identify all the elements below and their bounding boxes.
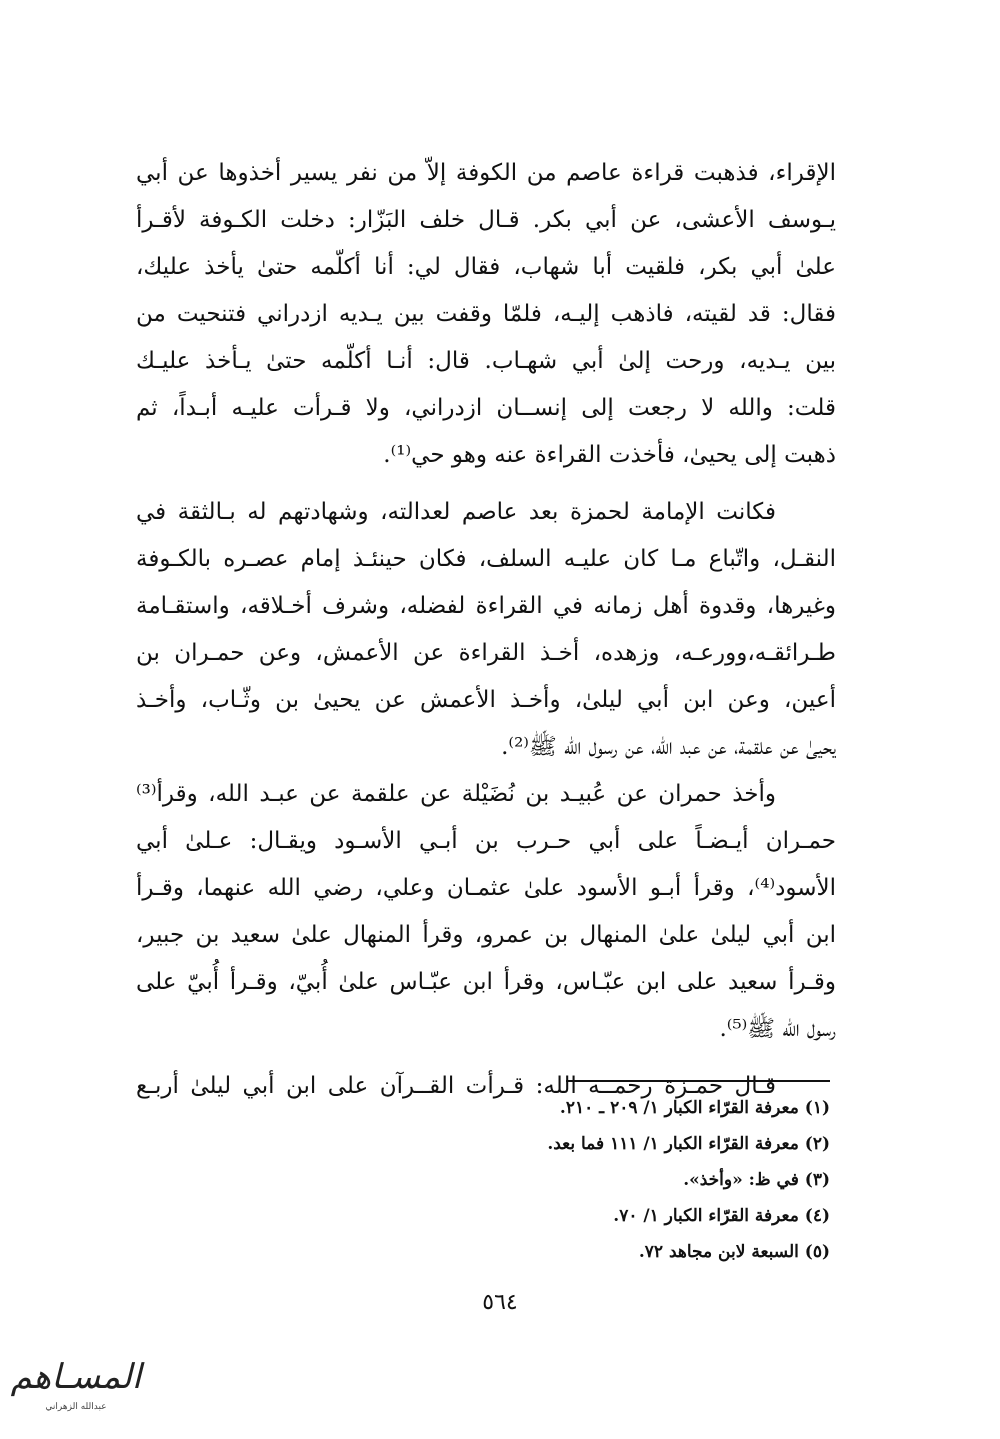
text-line: ابن أبي ليلىٰ علىٰ المنهال بن عمرو، وقرأ المنهال علىٰ سعيد بن جبير،: [136, 922, 836, 948]
text-line: فكانت الإمامة لحمزة بعد عاصم لعدالته، وشهادتهم له بـالثقة في: [136, 499, 776, 525]
text-line: وقـرأ سعيد على ابن عبّـاس، وقرأ ابن عبّـاس علىٰ أُبيّ، وقـرأ أُبيّ على: [136, 969, 836, 995]
paragraph: [136, 771, 836, 1053]
footnote: (٤) معرفة القرّاء الكبار ١/ ٧٠.: [613, 1206, 830, 1226]
footnote: (٣) في ظ: «وأخذ».: [683, 1170, 830, 1190]
watermark-logo: [6, 1352, 146, 1428]
text-line: قلت: والله لا رجعت إلى إنســان ازدراني، ولا قـرأت عليـه أبـداً، ثم: [136, 395, 836, 421]
text-line: الإقراء، فذهبت قراءة عاصم من الكوفة إلاّ من نفر يسير أخذوها عن أبي: [136, 160, 836, 186]
logo-text: المسـاهم: [10, 1357, 142, 1397]
text-line: أعين، وعن ابن أبي ليلىٰ، وأخـذ الأعمش عن يحيىٰ بن وثّـاب، وأخـذ: [136, 687, 836, 713]
text-line: فقال: قد لقيته، فاذهب إليـه، فلمّا وقفت بين يـديه ازدراني فتنحيت من: [136, 301, 836, 327]
footnote-separator: [566, 1080, 830, 1082]
text-line: ذهبت إلى يحيىٰ، فأخذت القراءة عنه وهو حي⁽¹⁾.: [383, 442, 836, 468]
text-line: طـرائقـه،وورعـه، وزهده، أخـذ القراءة عن الأعمش، وعن حمـران بن: [136, 640, 836, 666]
text-line: يحيىٰ عن علقمة، عن عبد الله، عن رسول الله ﷺ⁽²⁾.: [501, 734, 836, 760]
logo-subtext: عبدالله الزهراني: [45, 1402, 107, 1412]
text-line: بين يـديه، ورحت إلىٰ أبي شهـاب. قال: أنـا أكلّمه حتىٰ يـأخذ عليـك: [136, 348, 836, 374]
text-line: علىٰ أبي بكر، فلقيت أبا شهاب، فقال لي: أنا أكلّمه حتىٰ يأخذ عليك،: [136, 254, 836, 280]
paragraph: [136, 489, 836, 771]
main-text: [136, 150, 836, 1110]
text-line: وأخذ حمران عن عُبيـد بن نُضَيْلة عن علقمة عن عبـد الله، وقرأ⁽³⁾: [136, 781, 776, 807]
text-line: النقـل، واتّباع مـا كان عليـه السلف، فكان حينئـذ إمام عصـره بالكـوفة: [136, 546, 836, 572]
text-line: حمـران أيـضـاً على أبي حـرب بن أبـي الأسـود ويقـال: عـلىٰ أبي: [136, 828, 836, 854]
footnote: (٥) السبعة لابن مجاهد ٧٢.: [638, 1242, 830, 1262]
text-line: وغيرها، وقدوة أهل زمانه في القراءة لفضله، وشرف أخـلاقه، واستقـامة: [136, 593, 836, 619]
paragraph: [136, 150, 836, 479]
text-line: الأسود⁽⁴⁾، وقرأ أبـو الأسود علىٰ عثمـان وعلي، رضي الله عنهما، وقـرأ: [136, 875, 836, 901]
footnotes: [300, 1090, 830, 1270]
paragraph-gap: [136, 479, 836, 489]
text-line: رسول الله ﷺ⁽⁵⁾.: [719, 1016, 836, 1042]
paragraph-gap: [136, 1053, 836, 1063]
text-line: يـوسف الأعشى، عن أبي بكر. قـال خلف البَزّار: دخلت الكـوفة لأقـرأ: [136, 207, 836, 233]
footnote: (١) معرفة القرّاء الكبار ١/ ٢٠٩ ـ ٢١٠.: [559, 1098, 830, 1118]
text-line: قـال حمـزة رحمــه الله: قـرأت القــرآن على ابن أبي ليلىٰ أربـع: [136, 1073, 776, 1099]
page-number: ٥٦٤: [482, 1290, 518, 1315]
footnote: (٢) معرفة القرّاء الكبار ١/ ١١١ فما بعد.: [547, 1134, 830, 1154]
